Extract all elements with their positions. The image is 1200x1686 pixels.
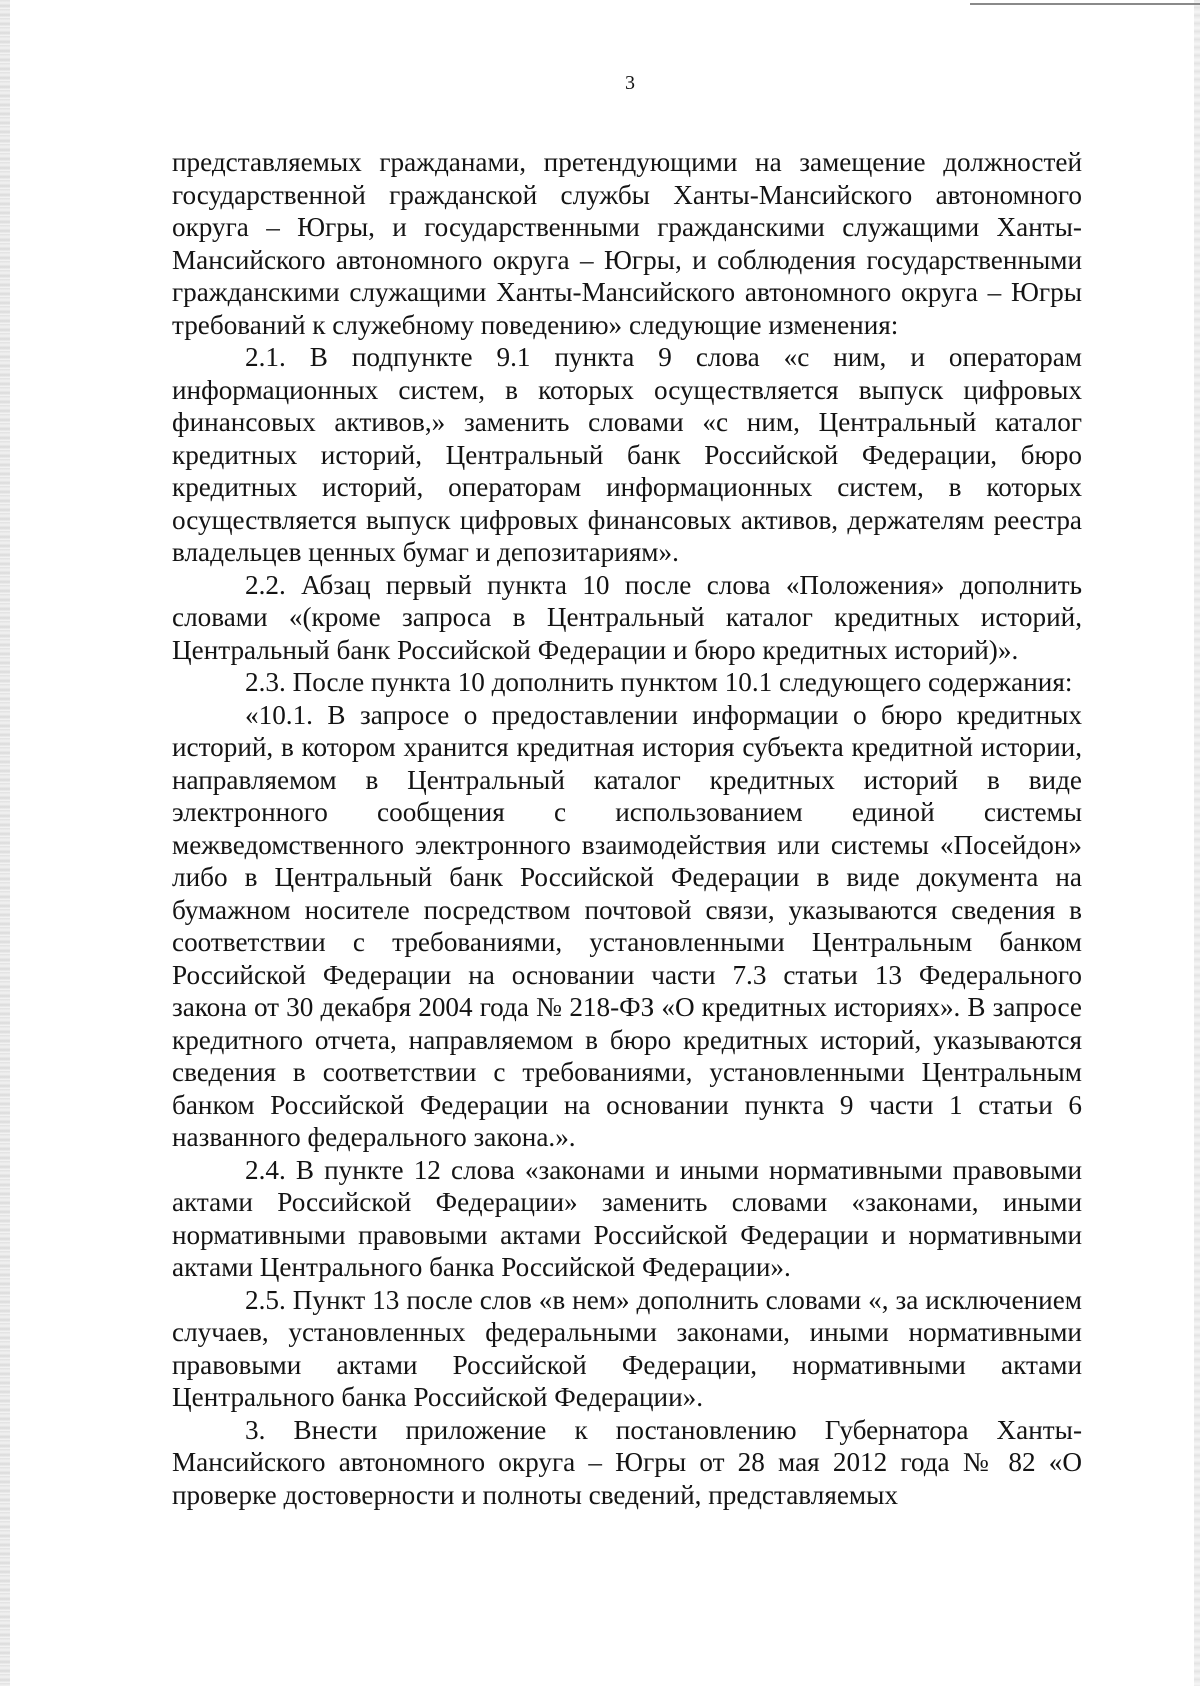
paragraph-2-1: 2.1. В подпункте 9.1 пункта 9 слова «с ним, и операторам информационных систем, в которых осуществляется выпуск цифровых финансовых активов,» заменить словами «с ним, Центральный каталог кредитных историй, Центральный банк Российской Федерации, бюро кредитных историй, операторам информационных систем, в которых осуществляется выпуск цифровых финансовых активов, держателям реестра владельцев ценных бумаг и депозитариям».: [172, 342, 1082, 567]
page-number: 3: [625, 72, 635, 94]
paragraph-3: 3. Внести приложение к постановлению Губернатора Ханты-Мансийского автономного округа – Югры от 28 мая 2012 года № 82 «О проверке достоверности и полноты сведений, представляемых: [172, 1414, 1082, 1510]
scan-edge-right: [1194, 0, 1200, 1686]
paragraph-2-4: 2.4. В пункте 12 слова «законами и иными нормативными правовыми актами Российской Федерации» заменить словами «законами, иными нормативными правовыми актами Российской Федерации и нормативными актами Центрального банка Российской Федерации».: [172, 1154, 1082, 1282]
scan-edge-left: [0, 0, 10, 1686]
document-body: [172, 146, 1082, 1511]
paragraph-2-3: 2.3. После пункта 10 дополнить пунктом 10.1 следующего содержания:: [245, 667, 1073, 697]
scan-top-line: [970, 3, 1200, 5]
paragraph-continuation: представляемых гражданами, претендующими на замещение должностей государственной гражданской службы Ханты-Мансийского автономного округа – Югры, и государственными гражданскими служащими Ханты-Мансийского автономного округа – Югры, и соблюдения государственными гражданскими служащими Ханты-Мансийского автономного округа – Югры требований к служебному поведению» следующие изменения:: [172, 147, 1082, 340]
paragraph-2-2: 2.2. Абзац первый пункта 10 после слова «Положения» дополнить словами «(кроме запроса в Центральный каталог кредитных историй, Центральный банк Российской Федерации и бюро кредитных историй)».: [172, 569, 1082, 665]
paragraph-10-1: «10.1. В запросе о предоставлении информации о бюро кредитных историй, в котором хранится кредитная история субъекта кредитной истории, направляемом в Центральный каталог кредитных историй в виде электронного сообщения с использованием единой системы межведомственного электронного взаимодействия или системы «Посейдон» либо в Центральный банк Российской Федерации в виде документа на бумажном носителе посредством почтовой связи, указываются сведения в соответствии с требованиями, установленными Центральным банком Российской Федерации на основании части 7.3 статьи 13 Федерального закона от 30 декабря 2004 года № 218-ФЗ «О кредитных историях». В запросе кредитного отчета, направляемом в бюро кредитных историй, указываются сведения в соответствии с требованиями, установленными Центральным банком Российской Федерации на основании пункта 9 части 1 статьи 6 названного федерального закона.».: [172, 699, 1082, 1152]
paragraph-2-5: 2.5. Пункт 13 после слов «в нем» дополнить словами «, за исключением случаев, установленных федеральными законами, иными нормативными правовыми актами Российской Федерации, нормативными актами Центрального банка Российской Федерации».: [172, 1284, 1082, 1412]
